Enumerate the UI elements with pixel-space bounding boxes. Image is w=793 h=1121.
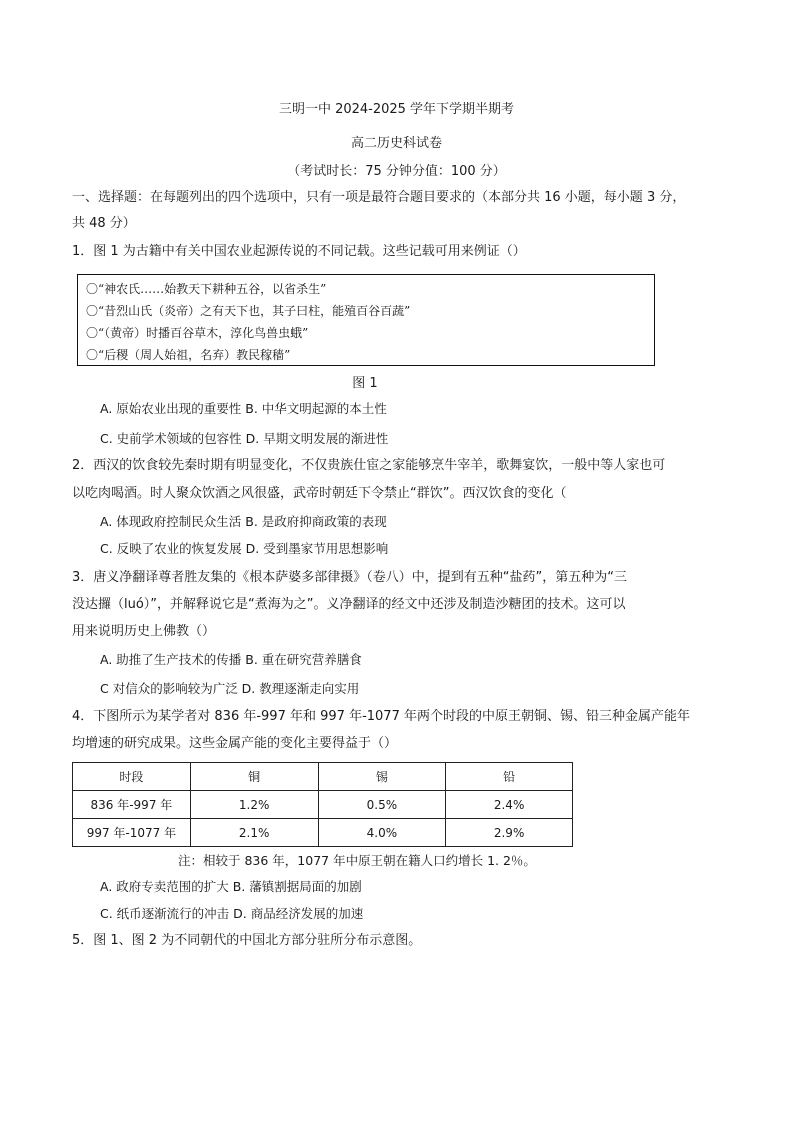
q4-options-cd: C. 纸币逐渐流行的冲击 D. 商品经济发展的加速: [100, 906, 364, 921]
section-intro-line2: 共 48 分）: [72, 216, 136, 231]
exam-subtitle: 高二历史科试卷: [350, 136, 442, 151]
table-cell: 2.1%: [190, 819, 318, 847]
table-cell: 0.5%: [318, 791, 446, 819]
q3-stem-line2: 没达攞（luó）”，并解释说它是“煮海为之”。义净翻译的经文中还涉及制造沙糖团的技术。这可以: [72, 597, 626, 612]
q2-options-ab: A. 体现政府控制民众生活 B. 是政府抑商政策的表现: [100, 514, 387, 529]
q4-table-note: 注：相较于 836 年，1077 年中原王朝在籍人口约增长 1. 2％。: [178, 853, 536, 868]
q4-stem-line1: 4．下图所示为某学者对 836 年-997 年和 997 年-1077 年两个时段的中原王朝铜、锡、铅三种金属产能年: [72, 709, 690, 724]
exam-title: 三明一中 2024-2025 学年下学期半期考: [278, 102, 515, 117]
q2-stem-line2: 以吃肉喝酒。时人聚众饮酒之风很盛，武帝时朝廷下令禁止“群饮”。西汉饮食的变化（: [72, 486, 567, 501]
q1-quote-box: [77, 274, 655, 366]
q1-options-ab: A. 原始农业出现的重要性 B. 中华文明起源的本土性: [100, 401, 387, 416]
q4-stem-line2: 均增速的研究成果。这些金属产能的变化主要得益于（）: [72, 736, 398, 751]
q4-options-ab: A. 政府专卖范围的扩大 B. 藩镇割据局面的加剧: [100, 879, 362, 894]
q1-quote: 〇“后稷（周人始祖，名弃）教民稼穑”: [86, 348, 291, 362]
q5-stem: 5．图 1、图 2 为不同朝代的中国北方部分驻所分布示意图。: [72, 933, 422, 948]
table-cell: 4.0%: [318, 819, 446, 847]
q3-options-ab: A. 助推了生产技术的传播 B. 重在研究营养膳食: [100, 652, 362, 667]
q1-quote: 〇“（黄帝）时播百谷草木，淳化鸟兽虫蛾”: [86, 326, 309, 340]
table-header-cell: 铜: [190, 763, 318, 791]
table-header-row: [73, 763, 573, 791]
table-row: [73, 791, 573, 819]
table-header-cell: 锡: [318, 763, 446, 791]
q4-data-table: [72, 762, 573, 847]
table-row: [73, 819, 573, 847]
table-cell: 2.4%: [446, 791, 573, 819]
q3-stem-line1: 3．唐义净翻译尊者胜友集的《根本萨婆多部律摄》（卷八）中，提到有五种“盐药”，第五种为“三: [72, 570, 627, 585]
q1-options-cd: C. 史前学术领域的包容性 D. 早期文明发展的渐进性: [100, 431, 389, 446]
q3-options-cd: C 对信众的影响较为广泛 D. 教理逐渐走向实用: [100, 681, 360, 696]
section-intro-line1: 一、选择题：在每题列出的四个选项中，只有一项是最符合题目要求的（本部分共 16 小题，每小题 3 分，: [72, 190, 686, 205]
q1-quote: 〇“昔烈山氏（炎帝）之有天下也，其子曰柱，能殖百谷百蔬”: [86, 304, 411, 318]
table-header-cell: 铅: [446, 763, 573, 791]
exam-time-info: （考试时长：75 分钟分值：100 分）: [287, 164, 506, 179]
table-cell: 2.9%: [446, 819, 573, 847]
table-cell: 836 年-997 年: [73, 791, 191, 819]
q1-stem: 1．图 1 为古籍中有关中国农业起源传说的不同记载。这些记载可用来例证（）: [72, 244, 526, 259]
table-header-cell: 时段: [73, 763, 191, 791]
table-cell: 1.2%: [190, 791, 318, 819]
q2-stem-line1: 2．西汉的饮食较先秦时期有明显变化，不仅贵族仕宦之家能够烹牛宰羊，歌舞宴饮，一般中等人家也可: [72, 458, 666, 473]
q3-stem-line3: 用来说明历史上佛教（）: [72, 624, 216, 639]
q1-figure-caption: 图 1: [352, 376, 378, 391]
q2-options-cd: C. 反映了农业的恢复发展 D. 受到墨家节用思想影响: [100, 541, 389, 556]
table-cell: 997 年-1077 年: [73, 819, 191, 847]
q1-quote: 〇“神农氏……始教天下耕种五谷，以省杀生”: [86, 282, 327, 296]
